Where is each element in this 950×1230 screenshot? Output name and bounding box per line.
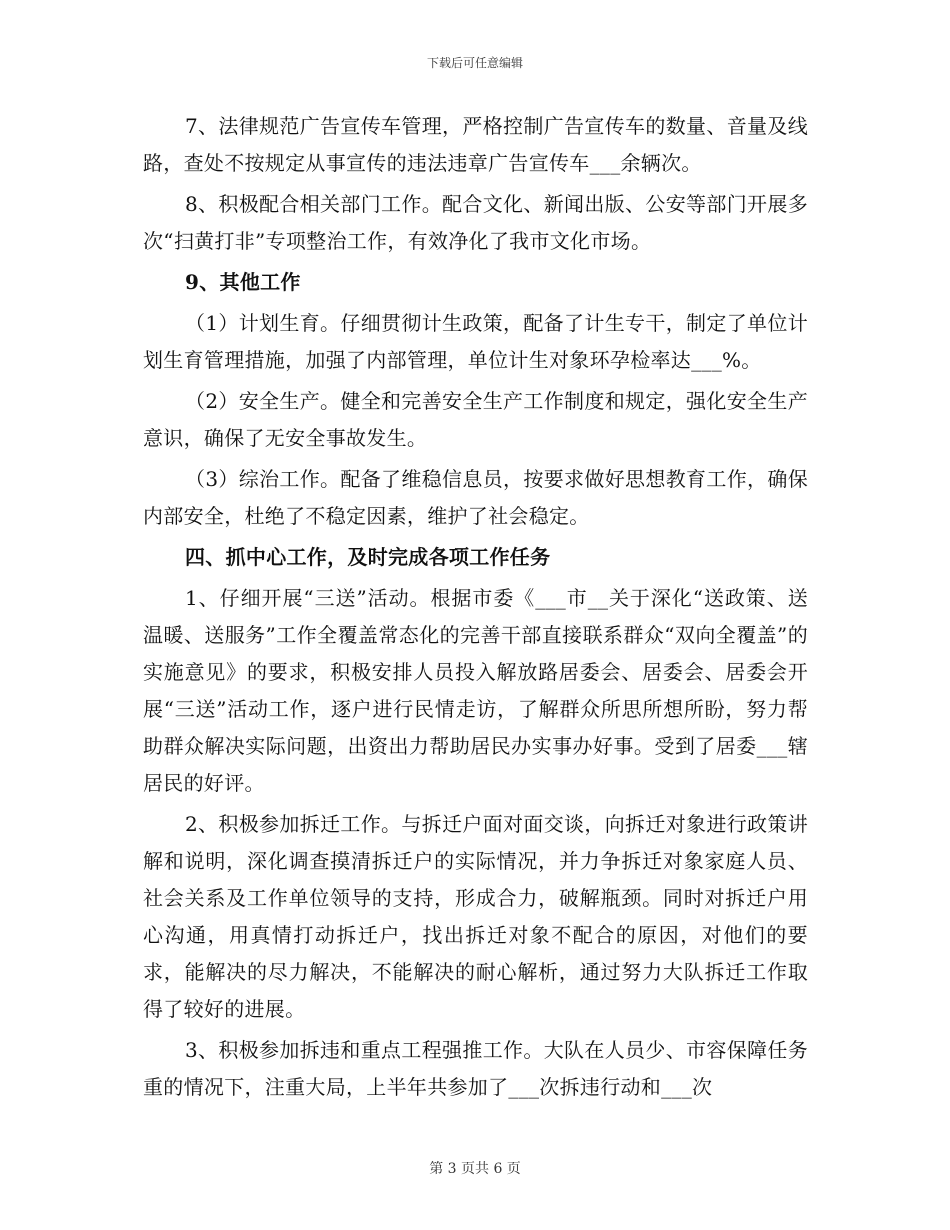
paragraph-7-ad-vehicles: 7、法律规范广告宣传车管理，严格控制广告宣传车的数量、音量及线路，查处不按规定从事宣传的违法违章广告宣传车___余辆次。 [143,114,808,175]
page-header: 下载后可任意编辑 [426,56,523,70]
paragraph-illegal-construction: 3、积极参加拆违和重点工程强推工作。大队在人员少、市容保障任务重的情况下，注重大局，上半年共参加了___次拆违行动和___次 [143,1038,808,1099]
paragraph-demolition: 2、积极参加拆迁工作。与拆迁户面对面交谈，向拆迁对象进行政策讲解和说明，深化调查摸清拆迁户的实际情况，并力争拆迁对象家庭人员、社会关系及工作单位领导的支持，形成合力，破解瓶颈。同时对拆迁户用心沟通，用真情打动拆迁户，找出拆迁对象不配合的原因，对他们的要求，能解决的尽力解决，不能解决的耐心解析，通过努力大队拆迁工作取得了较好的进展。 [143,812,808,1021]
paragraph-three-sends: 1、仔细开展“三送”活动。根据市委《___市__关于深化“送政策、送温暖、送服务”工作全覆盖常态化的完善干部直接联系群众“双向全覆盖”的实施意见》的要求，积极安排人员投入解放路居委会、居委会、居委会开展“三送”活动工作，逐户进行民情走访，了解群众所思所想所盼，努力帮助群众解决实际问题，出资出力帮助居民办实事办好事。受到了居委___辖居民的好评。 [143,586,808,795]
paragraph-8-cooperation: 8、积极配合相关部门工作。配合文化、新闻出版、公安等部门开展多次“扫黄打非”专项整治工作，有效净化了我市文化市场。 [143,192,808,253]
paragraph-comprehensive-governance: （3）综治工作。配备了维稳信息员，按要求做好思想教育工作，确保内部安全，杜绝了不稳定因素，维护了社会稳定。 [143,467,808,528]
document-body [143,108,808,1110]
section-heading-other-work: 9、其他工作 [185,270,301,294]
paragraph-family-planning: （1）计划生育。仔细贯彻计生政策，配备了计生专干，制定了单位计划生育管理措施，加强了内部管理，单位计生对象环孕检率达___%。 [143,311,808,372]
section-heading-central-work: 四、抓中心工作，及时完成各项工作任务 [185,545,551,569]
page-footer: 第 3 页共 6 页 [429,1161,521,1177]
paragraph-safety-production: （2）安全生产。健全和完善安全生产工作制度和规定，强化安全生产意识，确保了无安全事故发生。 [143,389,808,450]
